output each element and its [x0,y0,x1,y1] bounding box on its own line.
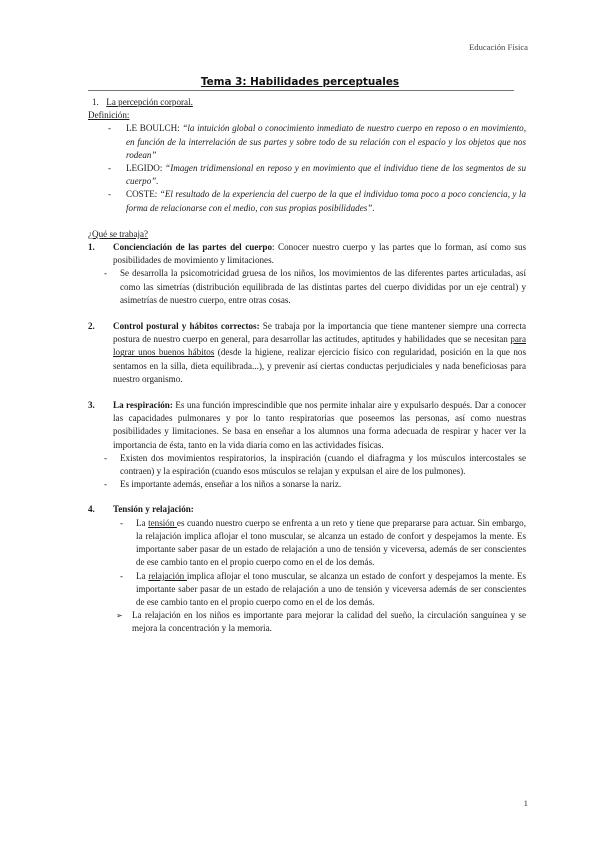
sub-item-text: Existen dos movimientos respiratorios, la inspiración (cuando el diafragma y los músculos intercostales se contraen) y la espiración (cuando esos músculos se relajan y expulsan el aire de los pulmones). [120,452,526,477]
definition-author: LE BOULCH: [126,123,180,134]
sub-item-text: implica aflojar el tono muscular, se alcanza un estado de confort y despejamos la mente. Es importante saber pasar de un estado de relajación a uno de tensión y viceversa además de ser conscientes de ese cambio tanto en el propio cuerpo como en el de los demás. [136,570,526,607]
spacer [88,491,526,503]
sub-item-text: Se desarrolla la psicomotricidad gruesa de los niños, los movimientos de las diferentes partes articuladas, así como las simetrías (distribución equilibrada de las distintas partes del cuerpo divididas por un eje central) y asimetrías de nuestro cuerpo, entre otras cosas. [120,268,526,305]
header-subject: Educación Física [469,42,528,52]
sub-item [92,517,526,570]
work-item [88,241,526,267]
section-title: La percepción corporal. [106,97,193,107]
item-text-underlined: para lograr unos buenos hábitos [113,334,526,358]
sub-item-text: es cuando nuestro cuerpo se enfrenta a un reto y tiene que prepararse para actuar. Sin embargo, la relajación implica aflojar el tono muscular, se alcanza un estado de confort y despejamos la mente. Es importante saber pasar de un estado de relajación a uno de tensión y viceversa, además de ser conscientes de ese cambio tanto en el propio cuerpo como en el de los demás. [136,517,527,568]
sub-item [92,570,526,610]
spacer [88,215,526,228]
dash-marker: - [108,163,112,174]
arrow-item-text: La relajación en los niños es importante para mejorar la calidad del sueño, la circulación sanguínea y se mejora la concentración y la memoria. [132,610,526,634]
title-text: Tema 3: Habilidades perceptuales [200,76,400,88]
work-item [88,320,526,386]
definition-author: COSTE: [126,189,158,200]
work-item [88,399,526,452]
sub-item-text: La [136,517,149,528]
arrow-item [116,609,526,635]
work-item [88,503,526,516]
item-number: 3. [88,400,95,411]
sub-item-text-underlined: relajación [148,570,187,581]
item-title: Control postural y hábitos correctos: [113,321,260,332]
definition-author: LEGIDO: [126,163,163,174]
definition-item [108,188,526,214]
sub-item-text-underlined: tensión [148,517,177,528]
section-heading [92,96,526,109]
page-number: 1 [523,798,528,808]
document-body [88,96,526,636]
item-title: Concienciación de las partes del cuerpo [113,242,272,253]
title-divider [88,90,514,91]
definition-list [108,122,526,214]
dash-marker: - [108,189,112,200]
definition-text: “El resultado de la experiencia del cuerpo de la que el individuo toma poco a poco conciencia, y la forma de relacionarse con el medio, con sus propias posibilidades”. [126,189,526,213]
dash-marker: - [104,479,108,490]
item-title: Tensión y relajación: [113,504,194,515]
spacer [88,386,526,399]
dash-marker: - [108,123,112,134]
sub-item-text: La [136,570,149,581]
work-heading: ¿Qué se trabaja? [88,228,149,239]
item-title: La respiración: [113,400,173,411]
sub-item-text: Es importante además, enseñar a los niños a sonarse la nariz. [120,479,342,490]
dash-marker: - [104,452,108,463]
item-text: : Conocer nuestro cuerpo y las partes que lo forman, así como sus posibilidades de movimiento y limitaciones. [113,242,526,266]
dash-marker: - [120,570,124,581]
item-text: Es una función imprescindible que nos permite inhalar aire y expulsarlo después. Dar a conocer las capacidades pulmonares y por lo tanto respiratorias que poseemos las personas, así como nuestras posibilidades y limitaciones. Se basa en enseñar a los alumnos una forma adecuada de respirar y hacer ver la importancia de ésta, tanto en la vida diaria como en las actividades físicas. [113,400,526,450]
sub-item [92,478,526,491]
section-number: 1. [92,97,99,107]
definition-item [108,162,526,188]
item-text: (desde la higiene, realizar ejercicio físico con regularidad, posición en la que nos sentamos en la silla, dieta equilibrada...), y prevenir así ciertas conductas perjudiciales y nada beneficiosas para nuestro organismo. [113,347,526,384]
item-number: 2. [88,321,95,332]
definition-item [108,122,526,162]
definition-text: “la intuición global o conocimiento inmediato de nuestro cuerpo en reposo o en movimiento, en función de la interrelación de sus partes y sobre todo de su relación con el espacio y los objetos que nos rodean” [126,123,526,160]
definition-text: “Imagen tridimensional en reposo y en movimiento que el individuo tiene de los segmentos de su cuerpo”. [126,163,526,187]
definition-label: Definición: [88,110,130,121]
item-number: 1. [88,242,95,253]
sub-item [92,452,526,478]
item-text: Se trabaja por la importancia que tiene mantener siempre una correcta postura de nuestro cuerpo en general, para desarrollar las actitudes, aptitudes y habilidades que se necesitan [113,321,526,345]
sub-item [92,267,526,307]
spacer [88,307,526,320]
document-title [0,76,600,88]
dash-marker: - [120,517,124,528]
item-number: 4. [88,504,95,515]
arrow-bullet-icon: ➢ [116,611,123,621]
dash-marker: - [104,268,108,279]
